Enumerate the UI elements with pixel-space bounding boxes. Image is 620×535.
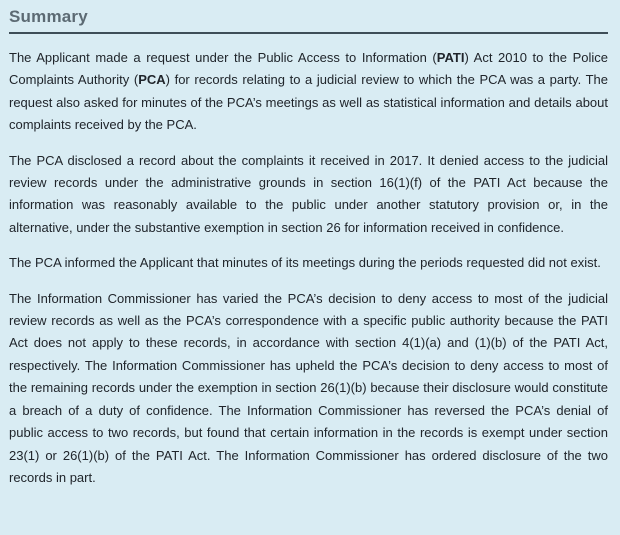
summary-heading: Summary xyxy=(9,7,88,26)
bold-term: PATI xyxy=(436,50,465,65)
bold-term: PCA xyxy=(138,72,166,88)
summary-paragraph: The Information Commissioner has varied the PCA’s decision to deny access to most of the judicial review records as well as the PCA’s correspondence with a specific public authority because the PATI Act does not apply to these records, in accordance with section 4(1)(a) and (1)(b) of the PATI Act, respectively. The Information Commissioner has upheld the PCA’s decision to deny access to most of the remaining records under the exemption in section 26(1)(b) because their disclosure would constitute a breach of a duty of confidence. The Information Commissioner has reversed the PCA’s denial of public access to two records, but found that certain information in the records is exempt under section 23(1) or 26(1)(b) of the PATI Act. The Information Commissioner has ordered disclosure of the two records in part. xyxy=(9,290,608,485)
summary-paragraph: The PCA disclosed a record about the complaints it received in 2017. It denied access to the judicial review records under the administrative grounds in section 16(1)(f) of the PATI Act because the information was reasonably available to the public under another statutory provision or, in the alternative, under the substantive exemption in section 26 for information received in confidence. xyxy=(9,152,608,235)
summary-paragraph: The PCA informed the Applicant that minutes of its meetings during the periods requested did not exist. xyxy=(9,255,601,271)
summary-paragraph: The Applicant made a request under the Public Access to Information (PATI) Act 2010 to the Police Complaints Authority (PCA) for records relating to a judicial review to which the PCA was a party. The request also asked for minutes of the PCA’s meetings as well as statistical information and details about complaints received by the PCA. xyxy=(9,50,608,133)
summary-body xyxy=(9,47,608,489)
heading-rule xyxy=(9,32,608,34)
summary-header xyxy=(9,7,608,34)
